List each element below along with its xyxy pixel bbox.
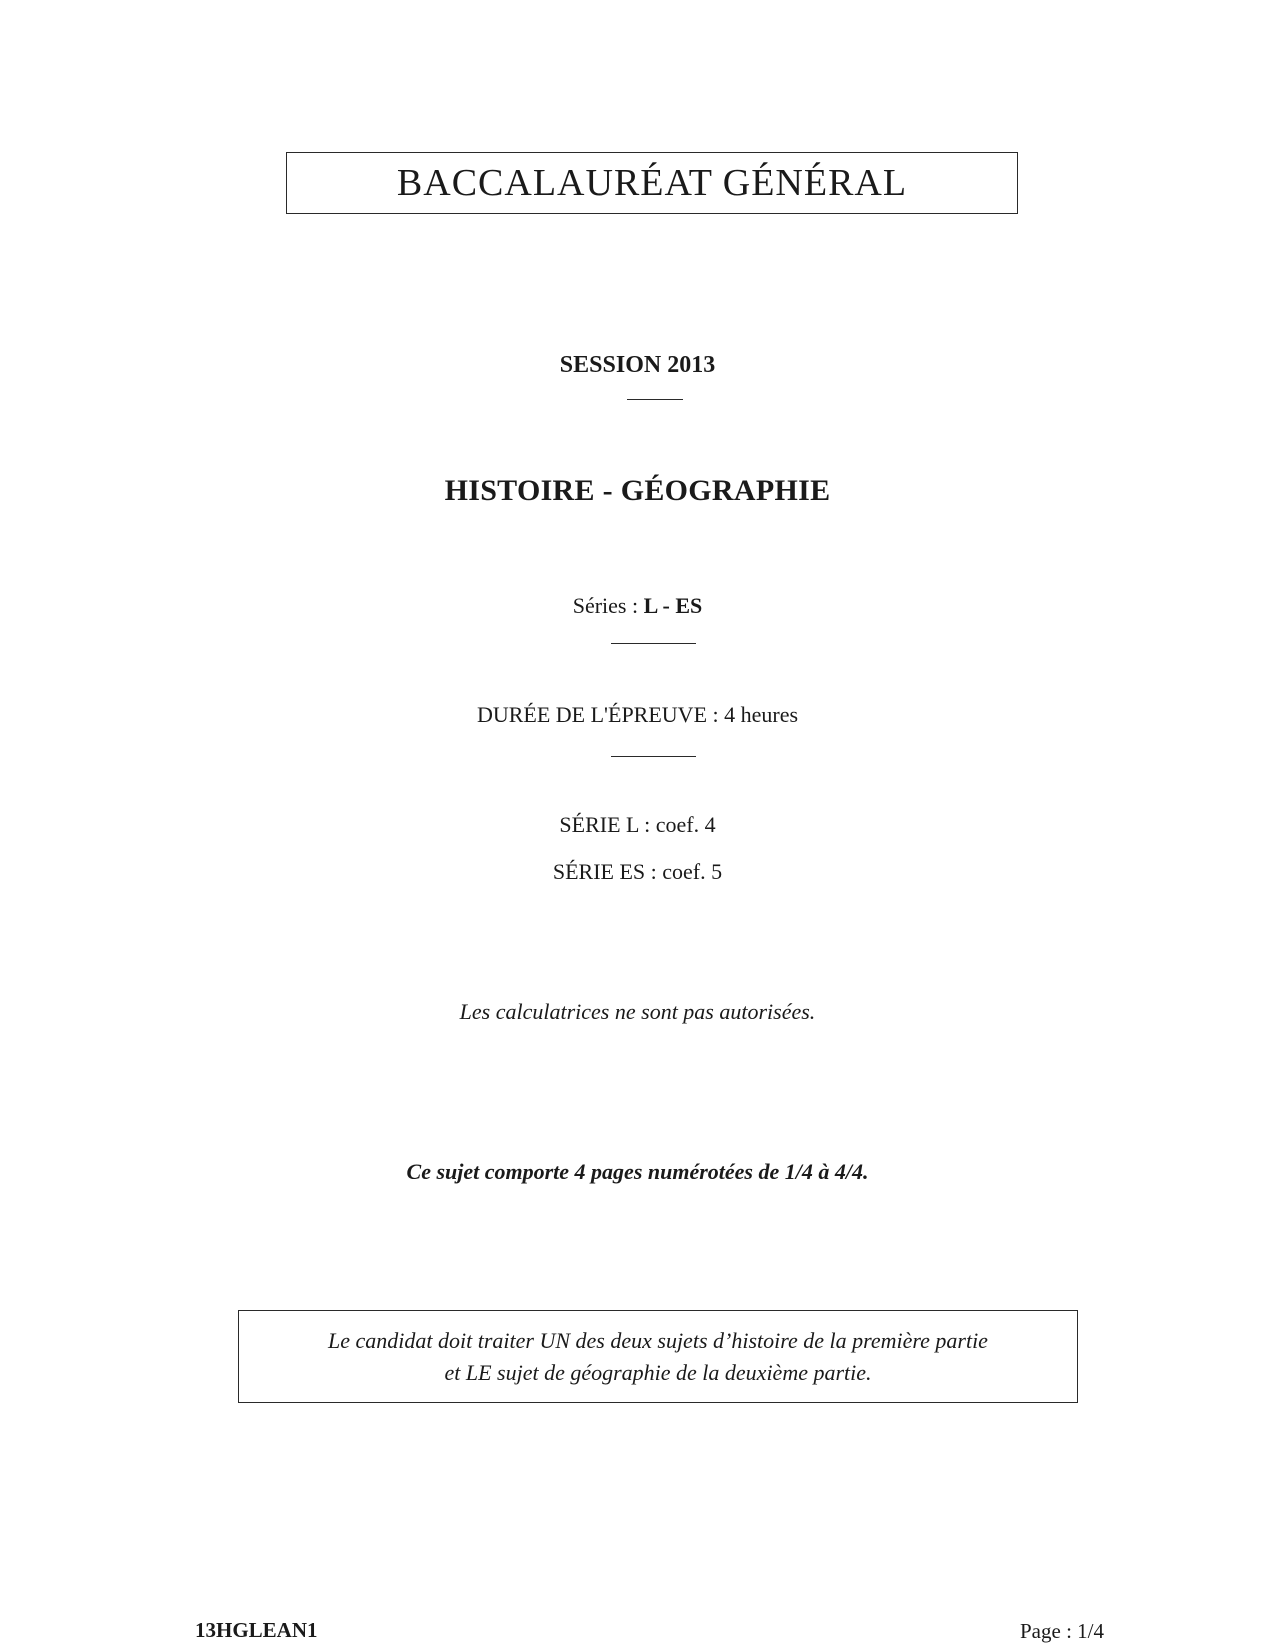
instructions-box — [238, 1310, 1078, 1403]
coefficient-serie-es: SÉRIE ES : coef. 5 — [552, 859, 723, 884]
instructions-line-2: et LE sujet de géographie de la deuxième partie. — [444, 1359, 872, 1385]
session-year: SESSION 2013 — [559, 352, 716, 378]
series-label: Séries : — [572, 593, 644, 618]
subject-title: HISTOIRE - GÉOGRAPHIE — [444, 474, 831, 507]
title-box — [286, 152, 1018, 214]
instructions-line-1: Le candidat doit traiter UN des deux sujets d’histoire de la première partie — [328, 1327, 988, 1353]
calculators-note: Les calculatrices ne sont pas autorisées. — [459, 999, 816, 1024]
series-line — [0, 593, 1275, 619]
page-number: Page : 1/4 — [1020, 1619, 1104, 1643]
exam-title: BACCALAURÉAT GÉNÉRAL — [396, 162, 908, 204]
page-count-note: Ce sujet comporte 4 pages numérotées de 1/4 à 4/4. — [406, 1159, 869, 1184]
exam-duration: DURÉE DE L'ÉPREUVE : 4 heures — [476, 702, 799, 727]
coefficient-serie-l: SÉRIE L : coef. 4 — [559, 812, 716, 837]
divider — [611, 756, 696, 757]
document-code: 13HGLEAN1 — [195, 1618, 318, 1642]
divider — [611, 643, 696, 644]
divider — [627, 399, 683, 400]
series-value: L - ES — [643, 593, 703, 618]
